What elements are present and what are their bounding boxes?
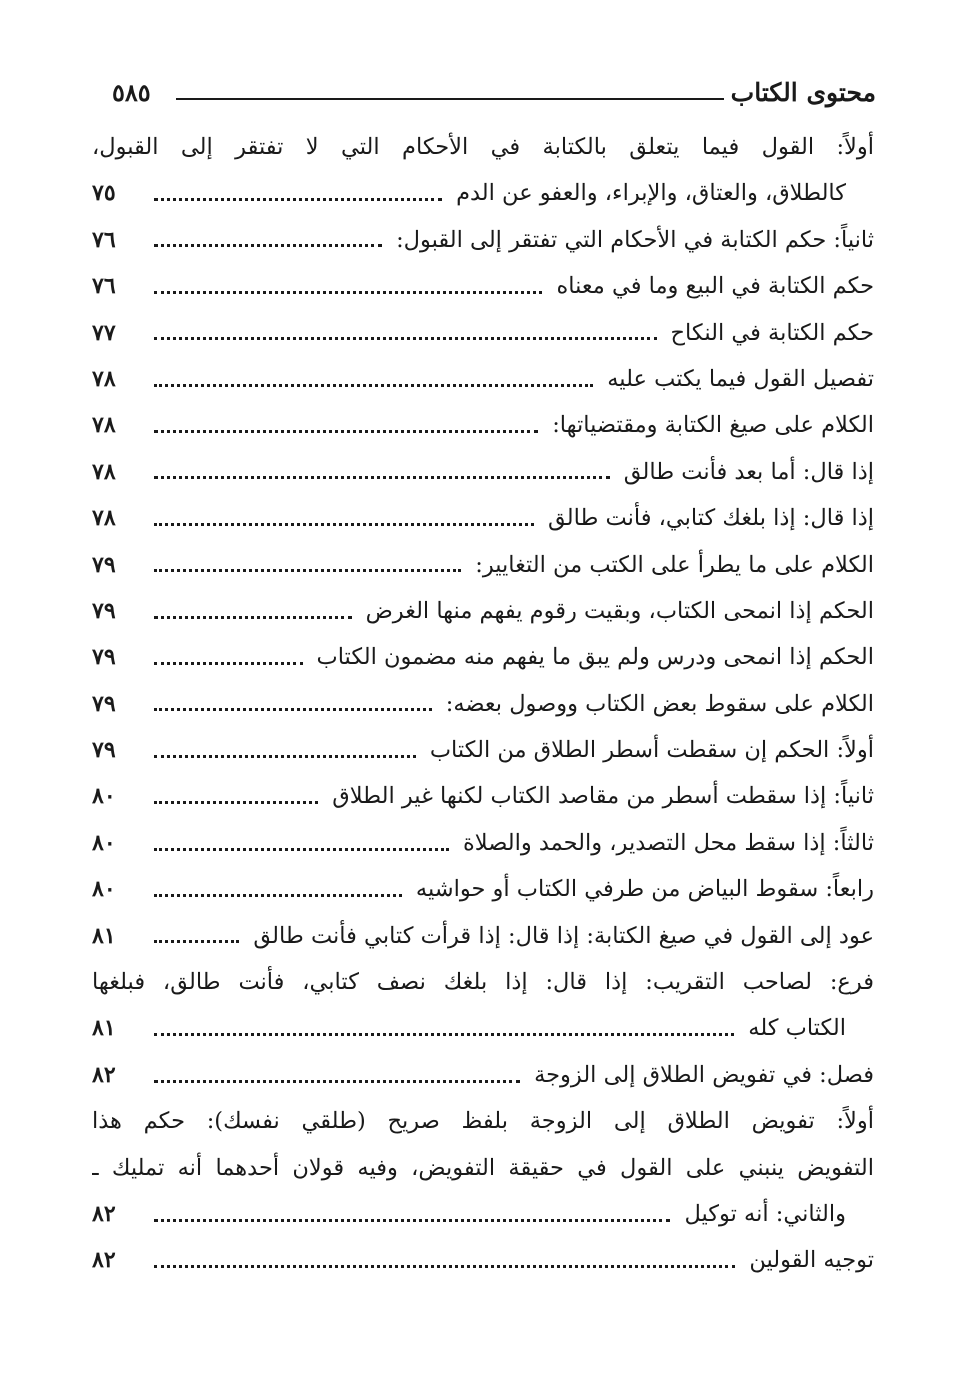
toc-entry (92, 1005, 874, 1051)
toc-entry-page: ٧٦ (92, 273, 116, 300)
toc-entry-page: ٨٠ (92, 783, 116, 810)
toc-entry-title: ثالثاً: إذا سقط محل التصدير، والحمد والصلاة (462, 829, 874, 856)
toc-entry (92, 634, 874, 680)
dot-leader (154, 616, 352, 619)
dot-leader (154, 523, 534, 526)
dot-leader (154, 476, 610, 479)
toc-entry-page: ٨٠ (92, 829, 116, 856)
dot-leader (154, 198, 442, 201)
toc-entry-title: ثانياً: إذا سقطت أسطر من مقاصد الكتاب لكنها غير الطلاق (332, 783, 874, 810)
toc-entry-title: الحكم إذا انمحى الكتاب، وبقيت رقوم يفهم منها الغرض (365, 597, 874, 624)
toc-entry-title: أولاً: القول فيما يتعلق بالكتابة في الأحكام التي لا تفتقر إلى القبول، (92, 134, 874, 160)
toc-entry-title: الكلام على ما يطرأ على الكتب من التغايير: (475, 551, 874, 578)
toc-entry-page: ٧٨ (92, 505, 116, 532)
toc-entry (92, 402, 874, 448)
toc-entry-page: ٧٥ (92, 180, 116, 207)
dot-leader (154, 1033, 734, 1036)
toc-entry-page: ٧٧ (92, 319, 116, 346)
toc-entry-title: حكم الكتابة في النكاح (670, 319, 874, 346)
dot-leader (154, 1080, 520, 1083)
toc-entry-title: عود إلى القول في صيغ الكتابة: إذا قال: إذا قرأت كتابي فأنت طالق (253, 922, 874, 949)
toc-entry-page: ٧٩ (92, 737, 116, 764)
page-number: ٥٨٥ (112, 78, 151, 107)
toc-entry (92, 820, 874, 866)
dot-leader (154, 1219, 670, 1222)
toc-entry-title: أولاً: الحكم إن سقطت أسطر الطلاق من الكتاب (429, 737, 874, 764)
toc-entry-page: ٧٨ (92, 412, 116, 439)
dot-leader (154, 1265, 735, 1268)
dot-leader (154, 801, 318, 804)
dot-leader (154, 569, 461, 572)
toc-entry-title: فرع: لصاحب التقريب: إذا قال: إذا بلغك نصف كتابي، فأنت طالق، فبلغها (92, 969, 874, 996)
toc-entry-title: الكلام على سقوط بعض الكتاب ووصول بعضه: (445, 690, 874, 717)
dot-leader (154, 291, 542, 294)
toc-entry-page: ٧٨ (92, 365, 116, 392)
dot-leader (154, 894, 402, 897)
toc-entry-page: ٧٨ (92, 458, 116, 485)
toc-entry (92, 959, 874, 1005)
toc-entry (92, 1098, 874, 1144)
toc-entry-page: ٧٩ (92, 644, 116, 671)
toc-entry (92, 542, 874, 588)
dot-leader (154, 940, 239, 943)
dot-leader (154, 244, 382, 247)
toc-entry-page: ٨١ (92, 1015, 116, 1042)
toc-entry (92, 1052, 874, 1098)
toc-entry (92, 263, 874, 309)
toc-entry (92, 681, 874, 727)
dot-leader (154, 708, 432, 711)
toc-entry-page: ٧٩ (92, 597, 116, 624)
dot-leader (154, 337, 657, 340)
toc-entry-title: أولاً: تفويض الطلاق إلى الزوجة بلفظ صريح (طلقي نفسك): حكم هذا (92, 1108, 874, 1135)
toc-entry (92, 913, 874, 959)
toc-entry-page: ٨٠ (92, 876, 116, 903)
toc-entry (92, 124, 874, 170)
toc-entry-page: ٧٦ (92, 226, 116, 253)
toc-entry-page: ٧٩ (92, 551, 116, 578)
toc-entry-title: التفويض ينبني على القول في حقيقة التفويض، وفيه قولان أحدهما أنه تمليك ـ (92, 1154, 874, 1181)
toc-entry-page: ٨٢ (92, 1200, 116, 1227)
toc-entry (92, 356, 874, 402)
dot-leader (154, 384, 593, 387)
toc-entry (92, 1191, 874, 1237)
dot-leader (154, 848, 449, 851)
header-rule (176, 98, 724, 100)
toc-entry (92, 449, 874, 495)
header-title: محتوى الكتاب (730, 78, 876, 107)
toc-entry-page: ٧٩ (92, 690, 116, 717)
toc-entry (92, 773, 874, 819)
toc-entry (92, 495, 874, 541)
toc-entry-page: ٨٢ (92, 1061, 116, 1088)
toc-entry (92, 310, 874, 356)
toc-entry-title: توجيه القولين (749, 1247, 874, 1274)
toc-entry-title: حكم الكتابة في البيع وما في معناه (556, 273, 874, 300)
toc-entry-title: الكلام على صيغ الكتابة ومقتضياتها: (552, 412, 874, 439)
toc-entry (92, 588, 874, 634)
table-of-contents (92, 124, 874, 1284)
toc-entry-page: ٨١ (92, 922, 116, 949)
toc-entry-title: إذا قال: إذا بلغك كتابي، فأنت طالق (547, 505, 874, 532)
dot-leader (154, 430, 538, 433)
toc-entry-title: والثاني: أنه توكيل (684, 1200, 846, 1227)
toc-entry (92, 170, 874, 216)
toc-entry (92, 1145, 874, 1191)
toc-entry-title: الحكم إذا انمحى ودرس ولم يبق ما يفهم منه مضمون الكتاب (316, 644, 874, 671)
toc-entry (92, 866, 874, 912)
toc-entry (92, 727, 874, 773)
running-header (112, 70, 876, 120)
toc-entry-title: فصل: في تفويض الطلاق إلى الزوجة (534, 1061, 874, 1088)
toc-entry-title: كالطلاق، والعتاق، والإبراء، والعفو عن الدم (456, 180, 846, 207)
toc-entry (92, 217, 874, 263)
toc-entry-page: ٨٢ (92, 1247, 116, 1274)
dot-leader (154, 755, 416, 758)
toc-entry (92, 1237, 874, 1283)
toc-entry-title: رابعاً: سقوط البياض من طرفي الكتاب أو حواشيه (415, 876, 874, 903)
toc-entry-title: إذا قال: أما بعد فأنت طالق (623, 458, 874, 485)
toc-entry-title: الكتاب كله (748, 1015, 846, 1042)
dot-leader (154, 662, 303, 665)
toc-entry-title: ثانياً: حكم الكتابة في الأحكام التي تفتقر إلى القبول: (396, 226, 874, 253)
toc-entry-title: تفصيل القول فيما يكتب عليه (607, 365, 874, 392)
